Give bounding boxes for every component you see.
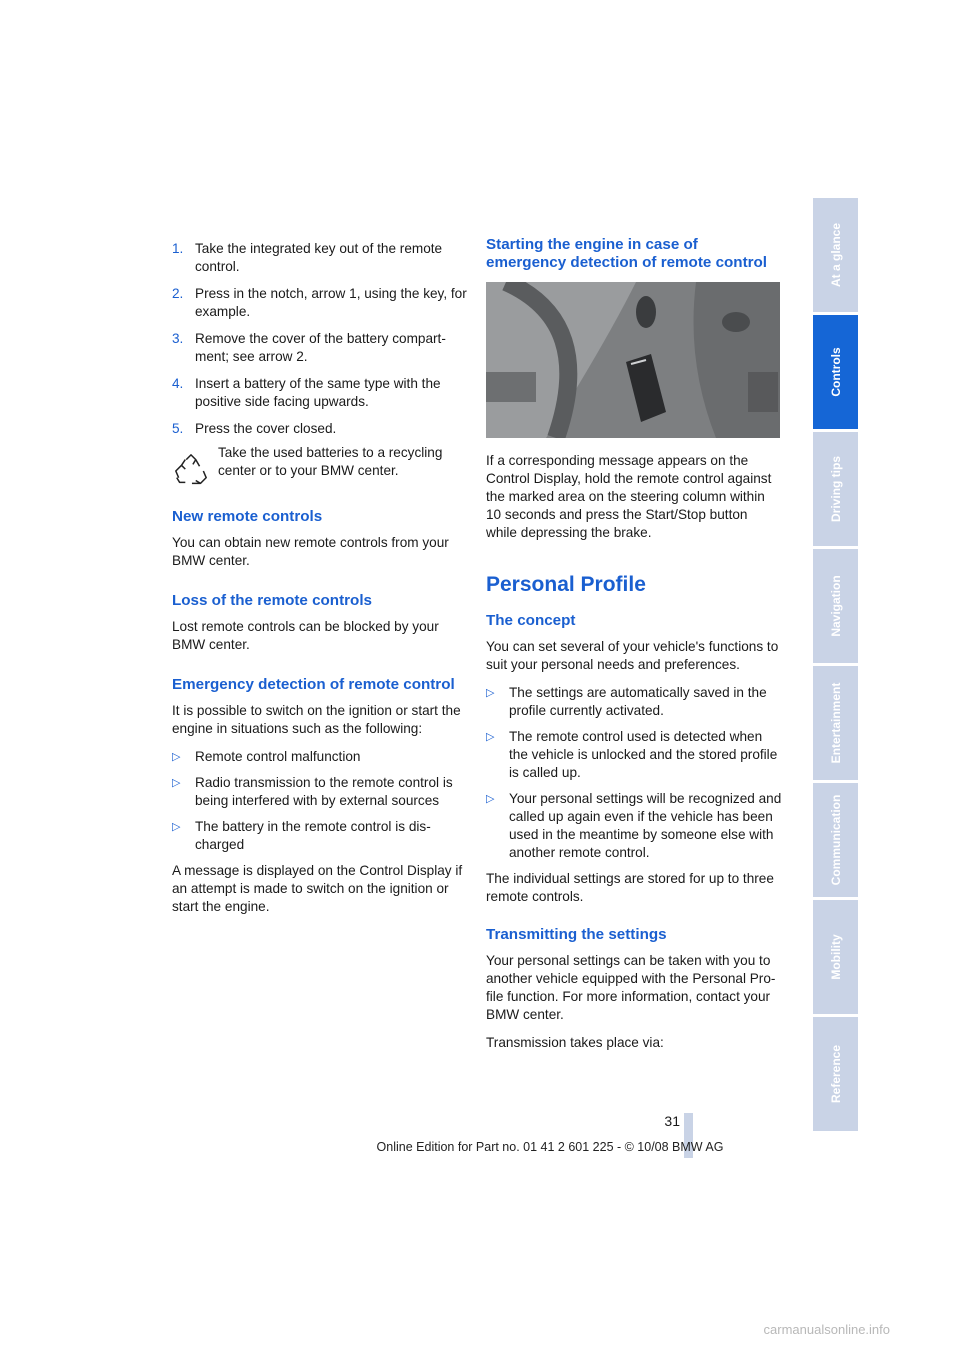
loss-heading: Loss of the remote controls [172,592,372,609]
tab-communication[interactable]: Communication [813,783,858,897]
concept-text: You can set several of your vehicle's functions to suit your personal needs and preferences. [486,639,779,672]
footer-text: Online Edition for Part no. 01 41 2 601 225 - © 10/08 BMW AG [376,1140,724,1154]
tab-navigation[interactable]: Navigation [813,549,858,663]
list-item: ▷ The settings are automatically saved in the profile currently activated. [486,685,767,718]
concept-heading: The concept [486,612,576,629]
transmit-outro: Transmission takes place via: [486,1035,664,1050]
step-item: 2. Press in the notch, arrow 1, using the key, for example. [172,286,467,319]
step-item: 1. Take the integrated key out of the remote control. [172,241,443,274]
emergency-outro: A message is displayed on the Control Display if an attempt is made to switch on the ignition or start the engine. [172,863,463,914]
new-remote-text: You can obtain new remote controls from your BMW center. [172,535,449,568]
tab-at-a-glance[interactable]: At a glance [813,198,858,312]
steering-column-photo [486,282,780,438]
starting-heading: Starting the engine in case of emergency detection of remote control [486,236,768,271]
concept-outro: The individual settings are stored for up to three remote controls. [486,871,774,904]
emergency-bullets [172,748,467,854]
profile-heading: Personal Profile [486,573,646,596]
tab-reference[interactable]: Reference [813,1017,858,1131]
page-number: 31 [664,1113,680,1129]
list-item: ▷ The remote control used is detected when the vehicle is unlocked and the stored profile is called up. [486,729,778,780]
transmit-heading: Transmitting the settings [486,926,667,943]
tab-entertainment[interactable]: Entertainment [813,666,858,780]
tab-mobility[interactable]: Mobility [813,900,858,1014]
tab-controls[interactable]: Controls [813,315,858,429]
list-item: ▷ The battery in the remote control is dis-charged [172,819,431,852]
emergency-heading: Emergency detection of remote control [172,676,455,693]
loss-text: Lost remote controls can be blocked by your BMW center. [172,619,439,652]
emergency-intro: It is possible to switch on the ignition or start the engine in situations such as the following: [172,703,461,736]
step-item: 5. Press the cover closed. [172,421,337,436]
new-remote-heading: New remote controls [172,508,323,525]
left-column [172,240,467,926]
recycling-note: Take the used batteries to a recycling center or to your BMW center. [172,444,467,480]
list-item: ▷ Your personal settings will be recognized and called up again even if the vehicle has been used in the meantime by someone else with another remote control. [486,791,782,860]
starting-text: If a corresponding message appears on the Control Display, hold the remote control against the marked area on the steering column within 10 seconds and press the Start/Stop button while depressing the brake. [486,453,772,540]
tab-driving-tips[interactable]: Driving tips [813,432,858,546]
transmit-text: Your personal settings can be taken with you to another vehicle equipped with the Personal Pro-file function. For more information, contact your BMW center. [486,953,776,1022]
step-item: 4. Insert a battery of the same type with the positive side facing upwards. [172,376,441,409]
battery-steps [172,240,467,438]
concept-bullets [486,684,782,862]
step-item: 3. Remove the cover of the battery compart-ment; see arrow 2. [172,331,446,364]
list-item: ▷ Remote control malfunction [172,749,361,764]
right-column [486,236,782,1062]
recycle-icon [172,452,210,490]
list-item: ▷ Radio transmission to the remote control is being interfered with by external sources [172,775,453,808]
chapter-sidebar [813,198,858,1134]
watermark: carmanualsonline.info [763,1322,890,1337]
